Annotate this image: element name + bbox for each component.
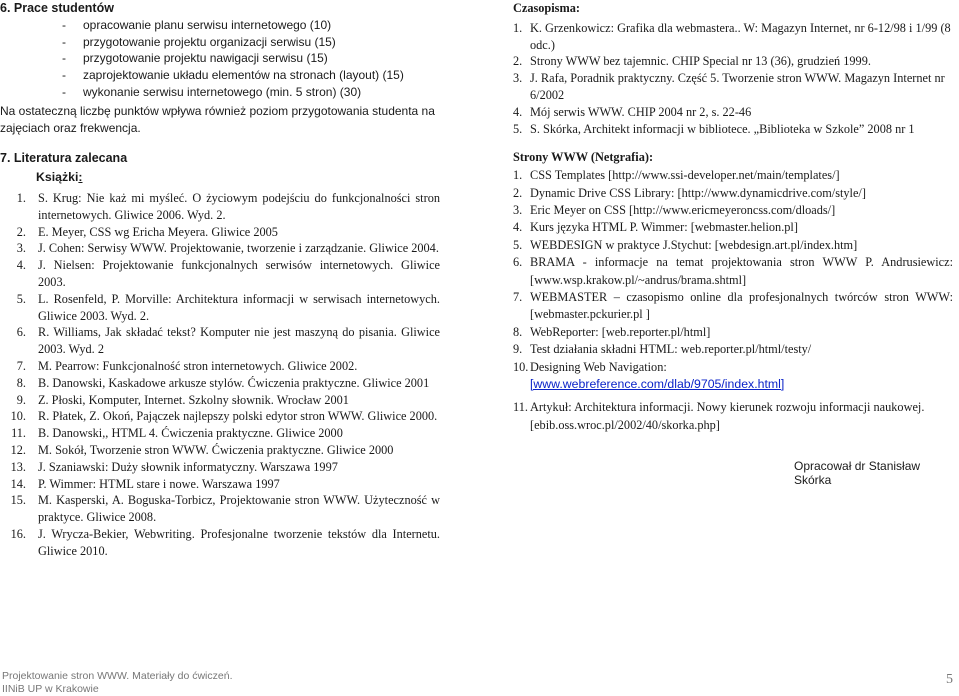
- list-item: [513, 121, 953, 138]
- list-item: [513, 289, 953, 324]
- dash-item: - wykonanie serwisu internetowego (min. 5 stron) (30): [0, 84, 440, 101]
- item-text: WebReporter: [web.reporter.pl/html]: [530, 324, 711, 339]
- item-text: R. Williams, Jak składać tekst? Komputer nie jest maszyną do pisania. Gliwice 2003. Wyd. 2: [38, 325, 440, 357]
- item-text: BRAMA - informacje na temat projektowania stron WWW P. Andrusiewicz: [www.wsp.krakow.pl/~andrus/brama.shtml]: [530, 255, 953, 287]
- dash-item: - przygotowanie projektu nawigacji serwisu (15): [0, 50, 440, 67]
- item-number: 14.: [10, 476, 26, 491]
- periodicals-list: [513, 20, 953, 138]
- list-item: [513, 237, 953, 254]
- item-number: 9.: [513, 342, 523, 357]
- item-number: 7.: [16, 358, 26, 373]
- item-number: 1.: [513, 168, 523, 183]
- item-text: L. Rosenfeld, P. Morville: Architektura informacji w serwisach internetowych. Gliwice 2003. Wyd. 2.: [38, 291, 440, 323]
- page-number: 5: [946, 672, 953, 687]
- list-item: [0, 375, 440, 392]
- item-text: J. Cohen: Serwisy WWW. Projektowanie, tworzenie i zarządzanie. Gliwice 2004.: [38, 241, 439, 256]
- list-item: [0, 291, 440, 325]
- list-item: [0, 408, 440, 425]
- books-label-text: Książki: [36, 170, 79, 185]
- page-footer: [2, 670, 233, 696]
- list-item: [0, 392, 440, 409]
- item-text: J. Rafa, Poradnik praktyczny. Część 5. Tworzenie stron WWW. Magazyn Internet nr 6/2002: [530, 71, 945, 102]
- dash-item: - opracowanie planu serwisu internetowego (10): [0, 17, 440, 34]
- list-item: [0, 492, 440, 526]
- list-item: [0, 442, 440, 459]
- footer-line-1: Projektowanie stron WWW. Materiały do ćwiczeń.: [2, 670, 233, 682]
- item-number: 6.: [513, 255, 523, 270]
- list-item: [0, 257, 440, 291]
- item-text: CSS Templates [http://www.ssi-developer.net/main/templates/]: [530, 168, 840, 183]
- list-item: [513, 53, 953, 70]
- list-item: [0, 526, 440, 560]
- item-text: Eric Meyer on CSS [http://www.ericmeyeroncss.com/dloads/]: [530, 202, 836, 217]
- item-number: 6.: [16, 325, 26, 340]
- list-item: [513, 70, 953, 104]
- list-item: [513, 399, 953, 434]
- section-title-literature: 7. Literatura zalecana: [0, 151, 128, 166]
- item-text: B. Danowski,, HTML 4. Ćwiczenia praktyczne. Gliwice 2000: [38, 426, 343, 441]
- item-number: 11.: [513, 400, 528, 415]
- list-item: [0, 224, 440, 241]
- list-item: [0, 324, 440, 358]
- author-signature: Opracował dr Stanisław Skórka: [794, 459, 921, 487]
- list-item: [513, 202, 953, 219]
- list-item: [0, 425, 440, 442]
- periodicals-title: Czasopisma:: [513, 1, 580, 15]
- item-text: M. Kasperski, A. Boguska-Torbicz, Projektowanie stron WWW. Użyteczność w praktyce. Gliwice 2008.: [38, 493, 440, 525]
- item-number: 12.: [10, 442, 26, 457]
- item-text: J. Nielsen: Projektowanie funkcjonalnych serwisów internetowych. Gliwice 2003.: [38, 258, 440, 289]
- item-number: 5.: [513, 121, 523, 136]
- item-text: Artykuł: Architektura informacji. Nowy kierunek rozwoju informacji naukowej. [ebib.oss.wroc.pl/2002/40/skorka.php]: [530, 400, 925, 432]
- item-text: Test działania składni HTML: web.reporter.pl/html/testy/: [530, 342, 812, 357]
- list-item: [513, 254, 953, 289]
- item-number: 5.: [513, 237, 523, 252]
- list-item: [513, 324, 953, 341]
- list-item: [513, 20, 953, 54]
- item-text: P. Wimmer: HTML stare i nowe. Warszawa 1997: [38, 476, 280, 491]
- item-number: 10.: [10, 409, 26, 424]
- item-text: R. Płatek, Z. Okoń, Pajączek najlepszy polski edytor stron WWW. Gliwice 2000.: [38, 409, 438, 424]
- books-list: [0, 190, 440, 560]
- list-item: [513, 341, 953, 358]
- footer-line-2: IINiB UP w Krakowie: [2, 683, 99, 695]
- item-number: 2.: [16, 224, 26, 239]
- list-item: [0, 358, 440, 375]
- item-number: 2.: [513, 185, 523, 200]
- list-item: [0, 190, 440, 224]
- left-column: [0, 0, 440, 560]
- item-text: WEBDESIGN w praktyce J.Stychut: [webdesign.art.pl/index.htm]: [530, 237, 858, 252]
- item-number: 5.: [16, 291, 26, 306]
- books-label: [36, 169, 440, 186]
- list-item: [513, 359, 953, 394]
- item-number: 11.: [11, 426, 26, 441]
- dash-item: - przygotowanie projektu organizacji serwisu (15): [0, 34, 440, 51]
- item-text: Dynamic Drive CSS Library: [http://www.dynamicdrive.com/style/]: [530, 185, 866, 200]
- list-item: [0, 240, 440, 257]
- dash-item: - zaprojektowanie układu elementów na stronach (layout) (15): [0, 67, 440, 84]
- item-number: 10.: [513, 359, 529, 374]
- websites-list: [513, 167, 953, 434]
- item-number: 16.: [10, 526, 26, 541]
- section-title-students-work: 6. Prace studentów: [0, 1, 114, 15]
- item-number: 8.: [16, 375, 26, 390]
- item-number: 7.: [513, 290, 523, 305]
- item-number: 2.: [513, 54, 523, 69]
- item-number: 3.: [513, 71, 523, 86]
- item-number: 3.: [513, 202, 523, 217]
- right-column: [513, 0, 953, 434]
- item-text: M. Sokół, Tworzenie stron WWW. Ćwiczenia praktyczne. Gliwice 2000: [38, 442, 394, 457]
- list-item: [513, 167, 953, 184]
- item-text: S. Krug: Nie każ mi myśleć. O życiowym podejściu do funkcjonalności stron internetowych. Gliwice 2006. Wyd. 2.: [38, 190, 440, 222]
- item-text: Strony WWW bez tajemnic. CHIP Special nr 13 (36), grudzień 1999.: [530, 54, 871, 69]
- grading-paragraph: Na ostateczną liczbę punktów wpływa również poziom przygotowania studenta na zajęciach oraz frekwencja.: [0, 103, 435, 135]
- list-item: [513, 104, 953, 121]
- item-number: 4.: [16, 258, 26, 273]
- dash-list: [0, 17, 440, 101]
- item-number: 4.: [513, 220, 523, 235]
- item-number: 9.: [16, 392, 26, 407]
- item-text: Kurs języka HTML P. Wimmer: [webmaster.helion.pl]: [530, 220, 798, 235]
- item-number: 8.: [513, 324, 523, 339]
- item-text: M. Pearrow: Funkcjonalność stron internetowych. Gliwice 2002.: [38, 358, 358, 373]
- webreference-link[interactable]: [www.webreference.com/dlab/9705/index.html]: [530, 377, 785, 392]
- item-number: 13.: [10, 459, 26, 474]
- list-item: [0, 459, 440, 476]
- item-text: WEBMASTER – czasopismo online dla profesjonalnych twórców stron WWW: [webmaster.pckurier.pl ]: [530, 290, 953, 322]
- item-number: 4.: [513, 104, 523, 119]
- list-item: [513, 185, 953, 202]
- item-number: 1.: [16, 190, 26, 205]
- item-text: Z. Płoski, Komputer, Internet. Szkolny słownik. Wrocław 2001: [38, 392, 349, 407]
- item-text: J. Szaniawski: Duży słownik informatyczny. Warszawa 1997: [38, 459, 338, 474]
- item-text: S. Skórka, Architekt informacji w bibliotece. „Biblioteka w Szkole” 2008 nr 1: [530, 121, 915, 136]
- websites-title: Strony WWW (Netgrafia):: [513, 150, 654, 165]
- item-text: K. Grzenkowicz: Grafika dla webmastera.. W: Magazyn Internet, nr 6-12/98 i 1/99 (8 odc.): [530, 20, 951, 52]
- books-label-colon: :: [78, 170, 83, 185]
- item-text: B. Danowski, Kaskadowe arkusze stylów. Ćwiczenia praktyczne. Gliwice 2001: [38, 375, 430, 390]
- item-number: 3.: [16, 241, 26, 256]
- item-text: E. Meyer, CSS wg Ericha Meyera. Gliwice 2005: [38, 224, 278, 239]
- item-text: Designing Web Navigation:: [530, 359, 667, 374]
- item-number: 1.: [513, 20, 523, 35]
- item-text: J. Wrycza-Bekier, Webwriting. Profesjonalne tworzenie tekstów dla Internetu. Gliwice 2010.: [38, 526, 440, 558]
- list-item: [513, 219, 953, 236]
- item-number: 15.: [10, 493, 26, 508]
- item-text: Mój serwis WWW. CHIP 2004 nr 2, s. 22-46: [530, 104, 752, 119]
- list-item: [0, 476, 440, 493]
